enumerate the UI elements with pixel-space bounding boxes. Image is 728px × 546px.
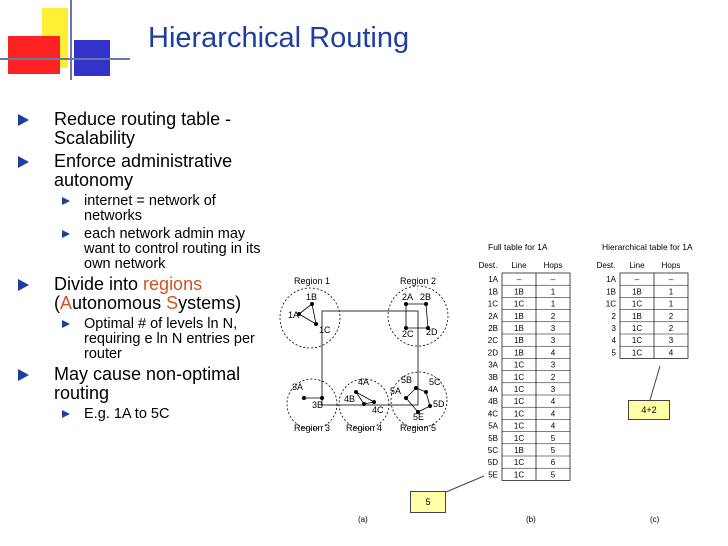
hier-cell-r6-c0: 5 — [611, 348, 616, 358]
full-cell-r6-c1: 1B — [514, 348, 524, 358]
full-cell-r0-c2: – — [550, 275, 556, 285]
router-label: 1A — [288, 310, 300, 320]
region-label: Region 4 — [346, 423, 383, 433]
full-cell-r1-c2: 1 — [550, 287, 556, 297]
region-label: Region 5 — [400, 423, 437, 433]
full-cell-r0-c1: – — [516, 275, 522, 285]
full-cell-r13-c1: 1C — [513, 433, 525, 443]
hier-cell-r4-c0: 3 — [611, 324, 616, 333]
full-cell-r10-c2: 4 — [550, 397, 556, 407]
full-cell-r15-c2: 6 — [550, 458, 556, 468]
caption-c: (c) — [650, 515, 660, 524]
full-cell-r11-c0: 4C — [487, 409, 498, 419]
full-routing-table — [479, 261, 570, 480]
hier-cell-r4-c2: 2 — [668, 324, 674, 333]
sub-bullet-item: internet = network of networks — [14, 194, 276, 224]
router-labels — [288, 292, 445, 422]
full-cell-r2-c0: 1C — [487, 299, 498, 309]
full-header-0: Dest. — [478, 261, 498, 270]
full-cell-r7-c1: 1C — [513, 360, 525, 370]
highlight-letter-s: S — [166, 293, 179, 313]
hier-cell-r1-c2: 1 — [668, 287, 674, 297]
hier-header-1: Line — [629, 261, 645, 270]
full-cell-r6-c2: 4 — [550, 348, 556, 358]
hier-cell-r5-c2: 3 — [668, 336, 674, 346]
router-label: 3A — [292, 382, 304, 392]
bullet-list — [14, 110, 276, 425]
full-cell-r5-c2: 3 — [550, 336, 556, 346]
router-label: 5D — [433, 399, 445, 409]
bullet-item: May cause non-optimal routing — [14, 365, 276, 403]
full-header-1: Line — [511, 261, 527, 270]
full-cell-r12-c0: 5A — [488, 421, 498, 431]
bullet-text: ( — [54, 293, 60, 313]
region-label: Region 2 — [400, 276, 437, 286]
slide-title: Hierarchical Routing — [148, 22, 410, 54]
hier-cell-r2-c0: 1C — [605, 299, 616, 309]
full-cell-r13-c2: 5 — [550, 433, 556, 443]
full-cell-r4-c2: 3 — [550, 324, 556, 333]
hier-cell-r2-c1: 1C — [631, 299, 643, 309]
callout-hier-hops: 4+2 — [628, 400, 670, 420]
full-cell-r16-c0: 5E — [488, 470, 498, 480]
bullet-text: ystems) — [178, 293, 242, 313]
full-cell-r12-c2: 4 — [550, 421, 556, 431]
full-cell-r8-c0: 3B — [488, 372, 498, 382]
hier-cell-r3-c2: 2 — [668, 311, 674, 321]
full-cell-r5-c1: 1B — [514, 336, 524, 346]
router-label: 2A — [402, 292, 414, 302]
full-cell-r0-c0: 1A — [488, 275, 498, 285]
router-nodes — [297, 302, 432, 414]
router-label: 1C — [319, 325, 331, 335]
router-label: 5B — [401, 375, 413, 385]
full-cell-r8-c2: 2 — [550, 372, 556, 382]
hier-cell-r1-c0: 1B — [606, 287, 616, 297]
full-cell-r11-c1: 1C — [513, 409, 525, 419]
bullet-item: Reduce routing table - Scalability — [14, 110, 276, 148]
full-cell-r14-c2: 5 — [550, 446, 556, 455]
full-cell-r14-c1: 1B — [514, 446, 524, 455]
region-label: Region 3 — [294, 423, 331, 433]
full-cell-r8-c1: 1C — [513, 372, 525, 382]
routing-figure — [276, 232, 716, 532]
full-cell-r13-c0: 5B — [488, 433, 498, 443]
hier-cell-r2-c2: 1 — [668, 299, 674, 309]
caption-b: (b) — [526, 515, 536, 524]
full-cell-r15-c1: 1C — [513, 458, 525, 468]
hier-cell-r5-c0: 4 — [611, 336, 616, 346]
callout-5-pointer — [446, 476, 484, 492]
router-label: 5C — [429, 377, 441, 387]
full-cell-r16-c1: 1C — [513, 470, 525, 480]
full-cell-r4-c1: 1B — [514, 324, 524, 333]
sub-bullet-item: Optimal # of levels ln N, requiring e ln N entries per router — [14, 317, 276, 362]
router-links — [299, 304, 430, 412]
router-label: 2C — [402, 329, 414, 339]
hier-cell-r0-c2: – — [668, 275, 674, 285]
full-cell-r10-c1: 1C — [513, 397, 525, 407]
hier-header-0: Dest. — [596, 261, 616, 270]
full-cell-r3-c2: 2 — [550, 311, 556, 321]
hier-header-2: Hops — [661, 261, 681, 270]
region-label: Region 1 — [294, 276, 331, 286]
hier-cell-r6-c1: 1C — [631, 348, 643, 358]
full-cell-r11-c2: 4 — [550, 409, 556, 419]
router-label: 2D — [426, 327, 438, 337]
bullet-item-regions — [14, 275, 276, 313]
bullet-text: Divide into — [54, 274, 144, 294]
full-cell-r2-c2: 1 — [550, 299, 556, 309]
full-cell-r7-c2: 3 — [550, 360, 556, 370]
full-table-title: Full table for 1A — [488, 242, 548, 252]
router-label: 4C — [372, 405, 384, 415]
hier-cell-r0-c1: – — [634, 275, 640, 285]
full-cell-r9-c1: 1C — [513, 385, 525, 394]
hier-cell-r3-c1: 1B — [632, 311, 642, 321]
callout-full-hops: 5 — [410, 491, 446, 513]
full-cell-r9-c0: 4A — [488, 385, 498, 394]
bullet-text: utonomous — [72, 293, 167, 313]
highlight-regions: regions — [143, 274, 203, 294]
router-label: 4B — [344, 394, 356, 404]
sub-bullet-item: E.g. 1A to 5C — [14, 407, 276, 422]
full-cell-r9-c2: 3 — [550, 385, 556, 394]
router-label: 4A — [358, 377, 370, 387]
hier-table-title: Hierarchical table for 1A — [602, 242, 693, 252]
router-label: 3B — [312, 400, 324, 410]
hier-cell-r1-c1: 1B — [632, 287, 642, 297]
hier-cell-r6-c2: 4 — [668, 348, 674, 358]
router-label: 5E — [413, 412, 425, 422]
inter-region-links — [322, 311, 418, 405]
full-cell-r4-c0: 2B — [488, 324, 498, 333]
full-cell-r12-c1: 1C — [513, 421, 525, 431]
full-cell-r1-c0: 1B — [488, 287, 498, 297]
full-cell-r1-c1: 1B — [514, 287, 524, 297]
full-cell-r14-c0: 5C — [487, 446, 498, 455]
full-cell-r3-c0: 2A — [488, 311, 498, 321]
caption-a: (a) — [358, 515, 368, 524]
full-cell-r3-c1: 1B — [514, 311, 524, 321]
hier-cell-r5-c1: 1C — [631, 336, 643, 346]
hier-cell-r4-c1: 1C — [631, 324, 643, 333]
decor-red-square — [8, 36, 60, 74]
decor-line-horizontal — [0, 58, 130, 60]
full-cell-r2-c1: 1C — [513, 299, 525, 309]
full-cell-r7-c0: 3A — [488, 360, 498, 370]
bullet-item: Enforce administrative autonomy — [14, 152, 276, 190]
callout-4p2-pointer — [650, 366, 660, 400]
router-label: 2B — [420, 292, 432, 302]
full-cell-r10-c0: 4B — [488, 397, 498, 407]
hier-cell-r3-c0: 2 — [611, 311, 616, 321]
hier-routing-table — [597, 261, 688, 358]
hier-cell-r0-c0: 1A — [606, 275, 616, 285]
router-label: 5A — [390, 386, 402, 396]
decor-line-vertical — [70, 0, 72, 80]
full-cell-r16-c2: 5 — [550, 470, 556, 480]
full-header-2: Hops — [543, 261, 563, 270]
highlight-letter-a: A — [60, 293, 73, 313]
full-cell-r6-c0: 2D — [487, 348, 498, 358]
full-cell-r5-c0: 2C — [487, 336, 498, 346]
full-cell-r15-c0: 5D — [487, 458, 498, 468]
router-label: 1B — [306, 292, 318, 302]
sub-bullet-item: each network admin may want to control routing in its own network — [14, 227, 276, 272]
